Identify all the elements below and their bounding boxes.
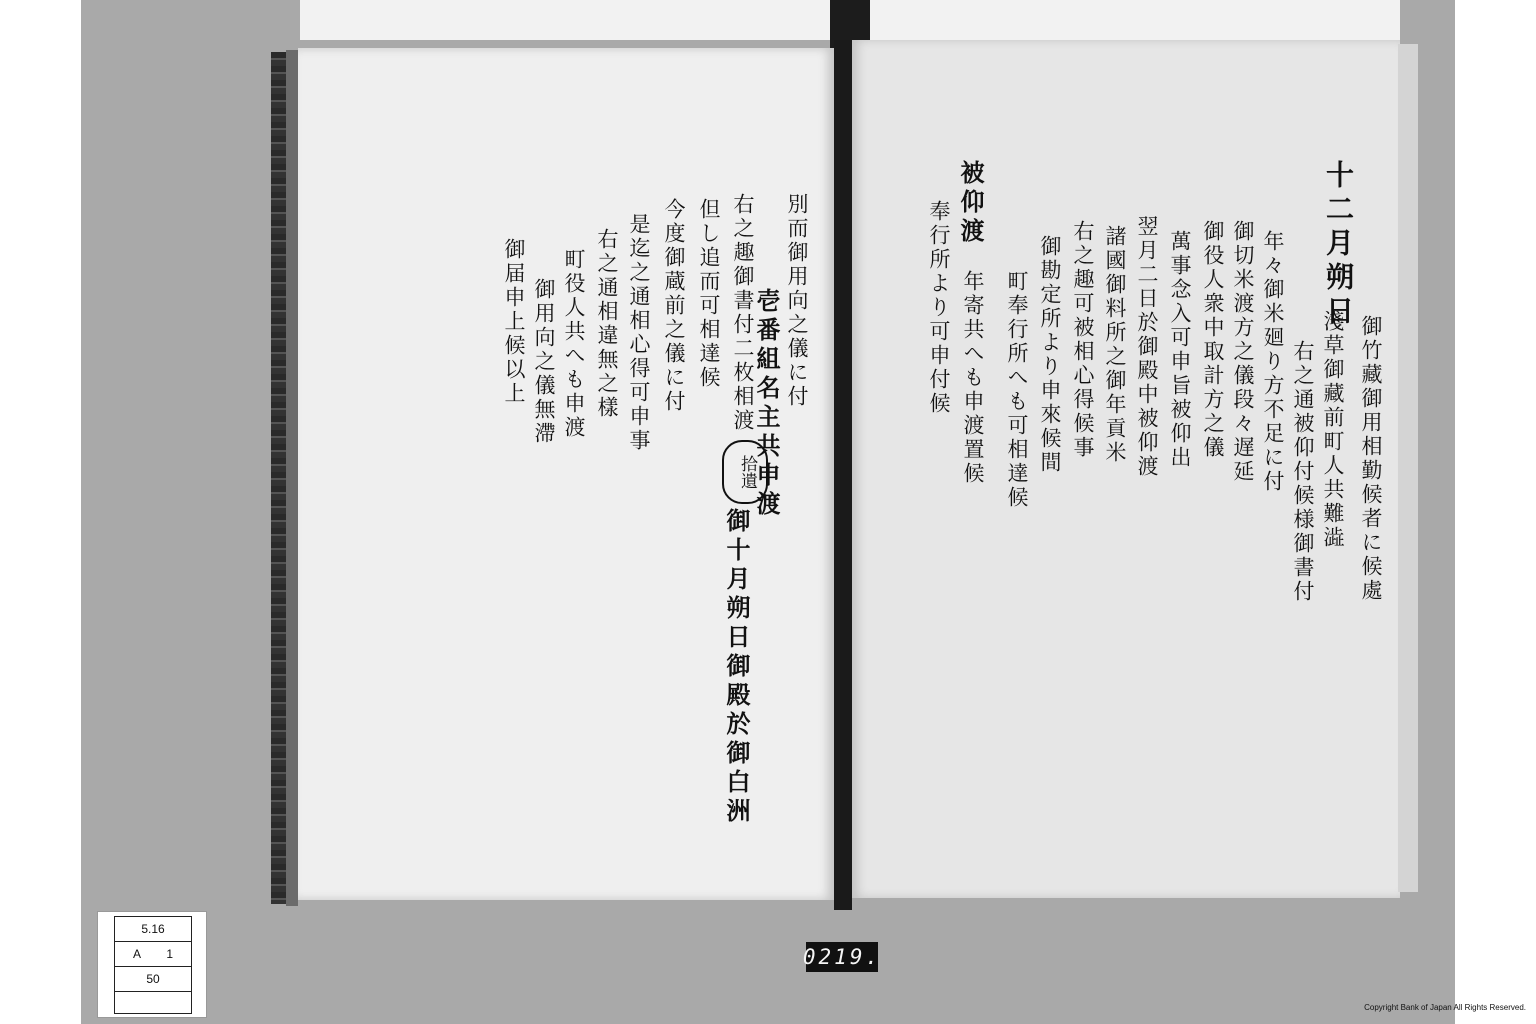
previous-page-left-edge <box>300 0 830 40</box>
frame-number: 0219. <box>806 942 878 972</box>
left-column-8: 御用向之儀無滯 <box>532 278 556 446</box>
right-margin <box>1455 0 1536 1024</box>
label-row-2 <box>115 942 191 967</box>
right-heading: 十二月朔日 <box>1322 160 1355 330</box>
right-subheading: 被仰渡 <box>956 160 985 247</box>
right-column-12: 町奉行所へも可相達候 <box>1005 270 1029 510</box>
right-column-14: 奉行所より可申付候 <box>927 200 951 416</box>
right-column-4: 年々御米廻り方不足に付 <box>1261 230 1285 494</box>
left-column-2: 右之趣御書付二枚相渡 <box>731 193 755 433</box>
right-column-13: 年寄共へも申渡置候 <box>961 270 985 486</box>
left-column-9: 御届申上候以上 <box>502 238 526 406</box>
right-column-9: 諸國御料所之御年貢米 <box>1103 225 1127 465</box>
left-bold-column-1: 壱番組名主共申渡 <box>752 288 781 520</box>
right-column-6: 御役人衆中取計方之儀 <box>1201 220 1225 460</box>
previous-page-right-edge <box>870 0 1400 40</box>
right-column-3: 右之通被仰付候様御書付 <box>1291 340 1315 604</box>
right-column-10: 右之趣可被相心得候事 <box>1071 220 1095 460</box>
right-column-2: 淺草御藏前町人共難澁 <box>1321 310 1345 550</box>
right-page-edge <box>1398 44 1418 892</box>
label-row-2-right: 1 <box>166 947 173 961</box>
right-column-5: 御切米渡方之儀段々遅延 <box>1231 220 1255 484</box>
right-column-7: 萬事念入可申旨被仰出 <box>1168 230 1192 470</box>
right-page <box>852 40 1400 898</box>
right-column-8: 翌月二日於御殿中被仰渡 <box>1135 215 1159 479</box>
seal-stamp: 拾遺 <box>722 440 768 504</box>
label-row-4 <box>115 992 191 1014</box>
left-bold-column-2: 御十月朔日御殿於御白洲 <box>722 508 751 827</box>
label-row-3: 50 <box>115 967 191 992</box>
left-column-6: 右之通相違無之樣 <box>595 228 619 420</box>
center-gutter <box>834 40 852 910</box>
right-column-1: 御竹藏御用相勤候者に候處 <box>1359 315 1383 603</box>
label-table <box>114 916 192 1014</box>
left-column-4: 今度御蔵前之儀に付 <box>662 198 686 414</box>
label-row-1: 5.16 <box>115 917 191 942</box>
left-column-5: 是迄之通相心得可申事 <box>627 213 651 453</box>
copyright-notice: Copyright Bank of Japan All Rights Reserved. <box>1364 1003 1526 1012</box>
cover-edge <box>286 50 298 906</box>
label-row-2-left: A <box>133 947 142 961</box>
left-column-7: 町役人共へも申渡 <box>562 248 586 440</box>
archive-label-card <box>97 911 207 1018</box>
right-column-11: 御勘定所より申來候間 <box>1038 235 1062 475</box>
left-column-3: 但し追而可相達候 <box>697 198 721 390</box>
left-column-1: 別而御用向之儀に付 <box>785 193 809 409</box>
